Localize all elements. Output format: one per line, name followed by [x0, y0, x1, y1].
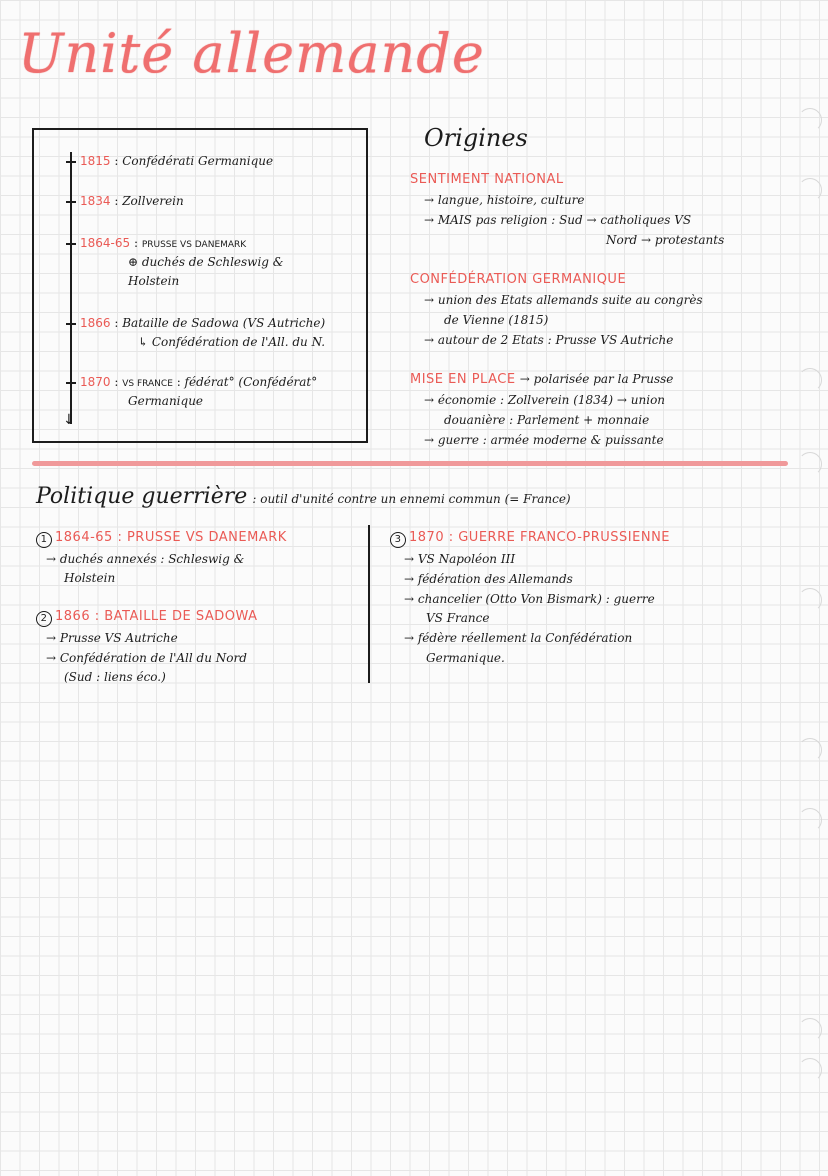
mise-line: → économie : Zollverein (1834) → union — [424, 393, 666, 407]
column-separator — [368, 525, 370, 683]
war-3-line: → chancelier (Otto Von Bismark) : guerre — [404, 592, 655, 606]
confederation-title: CONFÉDÉRATION GERMANIQUE — [410, 272, 627, 287]
timeline-tick — [66, 382, 76, 384]
timeline-tick — [66, 201, 76, 203]
timeline-subtext: Germanique — [128, 394, 204, 408]
sentiment-line: → MAIS pas religion : Sud → catholiques VS — [424, 213, 692, 227]
timeline-tick — [66, 323, 76, 325]
war-1-line: → duchés annexés : Schleswig & — [46, 552, 245, 566]
timeline-item: 1866 : Bataille de Sadowa (VS Autriche) — [80, 316, 326, 330]
timeline-item: 1864-65 : PRUSSE VS DANEMARK — [80, 236, 247, 250]
binder-ring-mark — [798, 108, 822, 132]
binder-ring-mark — [798, 588, 822, 612]
timeline-tick — [66, 243, 76, 245]
confederation-line: de Vienne (1815) — [444, 313, 549, 327]
war-2-line: → Confédération de l'All du Nord — [46, 651, 247, 665]
war-1-line: Holstein — [64, 571, 116, 585]
section-divider — [32, 461, 788, 466]
confederation-line: → union des Etats allemands suite au congrès — [424, 293, 703, 307]
binder-ring-mark — [798, 1018, 822, 1042]
mise-title-suffix: → polarisée par la Prusse — [519, 372, 674, 386]
timeline-subtext: Holstein — [128, 274, 180, 288]
timeline-item: 1834 : Zollverein — [80, 194, 184, 208]
sentiment-line: → langue, histoire, culture — [424, 193, 585, 207]
binder-ring-mark — [798, 808, 822, 832]
number-1-icon: 1 — [36, 532, 52, 548]
sentiment-line: Nord → protestants — [606, 233, 725, 247]
confederation-line: → autour de 2 Etats : Prusse VS Autriche — [424, 333, 674, 347]
timeline-subtext: ↳ Confédération de l'All. du N. — [138, 335, 326, 349]
politique-subtitle: : outil d'unité contre un ennemi commun (= France) — [252, 492, 571, 506]
war-1-title: 1864-65 : PRUSSE VS DANEMARK — [55, 530, 287, 545]
page-title: Unité allemande — [18, 22, 485, 85]
war-2-line: (Sud : liens éco.) — [64, 670, 166, 684]
war-3-title-row — [390, 530, 670, 548]
timeline-arrow-icon: ↓ — [63, 412, 75, 428]
war-3-line: Germanique. — [426, 651, 505, 665]
origines-heading: Origines — [424, 124, 528, 152]
mise-title: MISE EN PLACE — [410, 372, 516, 387]
binder-ring-mark — [798, 178, 822, 202]
war-3-line: VS France — [426, 611, 490, 625]
timeline-tick — [66, 161, 76, 163]
timeline-item: 1870 : VS FRANCE : fédérat° (Confédérat° — [80, 375, 318, 389]
war-2-line: → Prusse VS Autriche — [46, 631, 178, 645]
binder-ring-mark — [798, 368, 822, 392]
war-2-title: 1866 : BATAILLE DE SADOWA — [55, 609, 258, 624]
binder-ring-mark — [798, 738, 822, 762]
war-3-line: → fédération des Allemands — [404, 572, 573, 586]
timeline-item: 1815 : Confédérati Germanique — [80, 154, 274, 168]
war-1-title-row — [36, 530, 287, 548]
number-2-icon: 2 — [36, 611, 52, 627]
number-3-icon: 3 — [390, 532, 406, 548]
war-3-line: → VS Napoléon III — [404, 552, 516, 566]
war-3-title: 1870 : GUERRE FRANCO-PRUSSIENNE — [409, 530, 671, 545]
mise-line: → guerre : armée moderne & puissante — [424, 433, 664, 447]
war-2-title-row — [36, 609, 258, 627]
politique-heading: Politique guerrière — [36, 484, 248, 509]
binder-ring-mark — [798, 452, 822, 476]
binder-ring-mark — [798, 1058, 822, 1082]
war-3-line: → fédère réellement la Confédération — [404, 631, 633, 645]
sentiment-title: SENTIMENT NATIONAL — [410, 172, 564, 187]
mise-line: douanière : Parlement + monnaie — [444, 413, 650, 427]
politique-heading-row — [36, 484, 571, 509]
timeline-subtext: ⊕ duchés de Schleswig & — [128, 255, 284, 269]
mise-title-row — [410, 372, 673, 387]
